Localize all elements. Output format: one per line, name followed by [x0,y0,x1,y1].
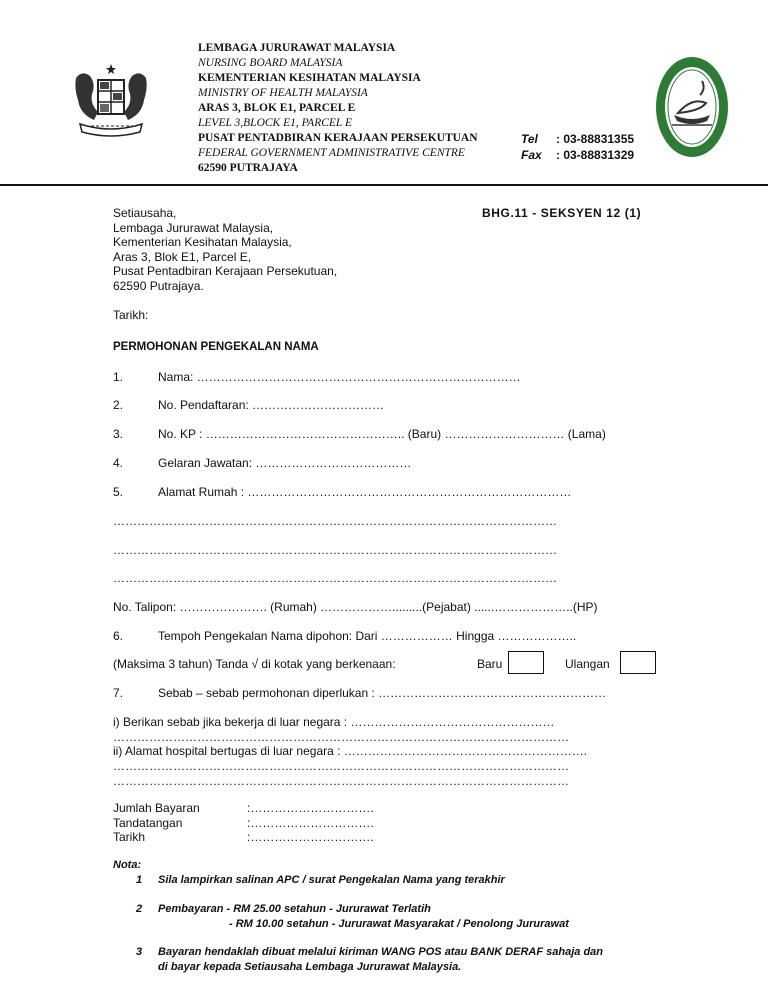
summary-row [113,830,374,845]
address-line: Setiausaha, [113,206,177,220]
item-number-5: 5. [113,485,124,499]
address-line: Pusat Pentadbiran Kerajaan Persekutuan, [113,264,338,279]
summary-value: :…………………………. [247,801,374,815]
summary-value: :…………………………. [247,830,374,844]
renewal-label: Ulangan [565,657,610,671]
note-number-2: 2 [136,903,143,915]
new-label: Baru [477,657,503,671]
letterhead-text [198,41,478,176]
letterhead-line: NURSING BOARD MALAYSIA [198,57,343,69]
letterhead-line: KEMENTERIAN KESIHATAN MALAYSIA [198,72,421,84]
summary-row [113,801,374,816]
address-line: 62590 Putrajaya. [113,278,204,293]
name-field: Nama: ……………………………………………………………………… [158,370,521,384]
address-line-2: ………………………………………………………………………………………………… [113,543,557,557]
renewal-checkbox[interactable] [620,651,656,674]
phone-fields: No. Talipon: …………………. (Rumah) ……………….........(Pejabat) ......………………..(HP) [113,600,598,614]
max-period-instruction: (Maksima 3 tahun) Tanda √ di kotak yang berkenaan: [113,657,396,671]
letterhead-line: LEVEL 3,BLOCK E1, PARCEL E [198,117,352,129]
ic-number-field: No. KP : ………………………………………….. (Baru) ………………………… (Lama) [158,427,606,441]
header-divider [0,184,768,186]
item-number-1: 1. [113,370,124,384]
nursing-board-seal-logo [654,55,730,159]
letterhead-line: LEMBAGA JURURAWAT MALAYSIA [198,42,396,54]
item-number-3: 3. [113,427,124,441]
fax-number: : 03-88831329 [556,148,635,162]
address-line: Kementerian Kesihatan Malaysia, [113,235,292,250]
note-number-1: 1 [136,874,143,886]
notes-title: Nota: [113,859,142,871]
note-1-text: Sila lampirkan salinan APC / surat Pengekalan Nama yang terakhir [158,874,505,886]
summary-label: Jumlah Bayaran [113,801,200,815]
summary-value: :…………………………. [247,815,374,830]
letterhead-line: 62590 PUTRAJAYA [198,162,298,174]
note-3-text-line-1: Bayaran hendaklah dibuat melalui kiriman WANG POS atau BANK DERAF sahaja dan [158,946,603,958]
overseas-hospital-line-1: …………………………………………………………………………………………………… [113,759,569,773]
registration-number-field: No. Pendaftaran: …………………………… [158,398,385,412]
address-line: Aras 3, Blok E1, Parcel E, [113,249,252,264]
fax-label: Fax [521,148,542,162]
date-label: Tarikh: [113,308,149,322]
item-number-4: 4. [113,456,124,470]
overseas-work-reason-field: i) Berikan sebab jika bekerja di luar negara : …………………………………………… [113,715,555,729]
reference-code: BHG.11 - SEKSYEN 12 (1) [482,206,642,220]
item-number-6: 6. [113,629,124,643]
overseas-hospital-address-field: ii) Alamat hospital bertugas di luar negara : ……………………………………………………. [113,744,588,758]
address-line-1: ………………………………………………………………………………………………… [113,514,557,528]
summary-row [113,815,374,831]
tel-label: Tel [521,132,538,146]
note-3-text-line-2: di bayar kepada Setiausaha Lembaga Jururawat Malaysia. [158,961,462,973]
item-number-7: 7. [113,686,124,700]
address-line-3: ………………………………………………………………………………………………… [113,571,557,585]
note-2-text-line-2: - RM 10.00 setahun - Jururawat Masyarakat / Penolong Jururawat [229,918,569,930]
summary-block [113,801,374,845]
item-number-2: 2. [113,398,124,412]
address-line: Lembaga Jururawat Malaysia, [113,220,274,235]
summary-label: Tandatangan [113,815,183,830]
application-reasons-field: Sebab – sebab permohonan diperlukan : ………………………………………………… [158,686,607,700]
form-title: PERMOHONAN PENGEKALAN NAMA [113,341,319,353]
letterhead-line: FEDERAL GOVERNMENT ADMINISTRATIVE CENTRE [198,147,465,159]
tel-number: : 03-88831355 [556,132,635,146]
retention-period-field: Tempoh Pengekalan Nama dipohon: Dari ……………… Hingga ……………….. [158,629,577,643]
overseas-hospital-line-2: …………………………………………………………………………………………………… [113,774,569,788]
new-checkbox[interactable] [508,651,544,674]
letterhead-line: MINISTRY OF HEALTH MALAYSIA [198,87,368,99]
recipient-address [113,206,337,294]
malaysia-coat-of-arms-logo [70,60,152,142]
summary-label: Tarikh [113,830,146,844]
overseas-work-reason-line: …………………………………………………………………………………………………… [113,730,569,744]
letterhead-line: ARAS 3, BLOK E1, PARCEL E [198,102,356,114]
job-title-field: Gelaran Jawatan: ………………………………… [158,456,412,470]
note-number-3: 3 [136,946,143,958]
letterhead-line: PUSAT PENTADBIRAN KERAJAAN PERSEKUTUAN [198,132,478,144]
home-address-field: Alamat Rumah : ……………………………………………………………………… [158,485,572,499]
note-2-text-line-1: Pembayaran - RM 25.00 setahun - Jururawat Terlatih [158,903,431,915]
